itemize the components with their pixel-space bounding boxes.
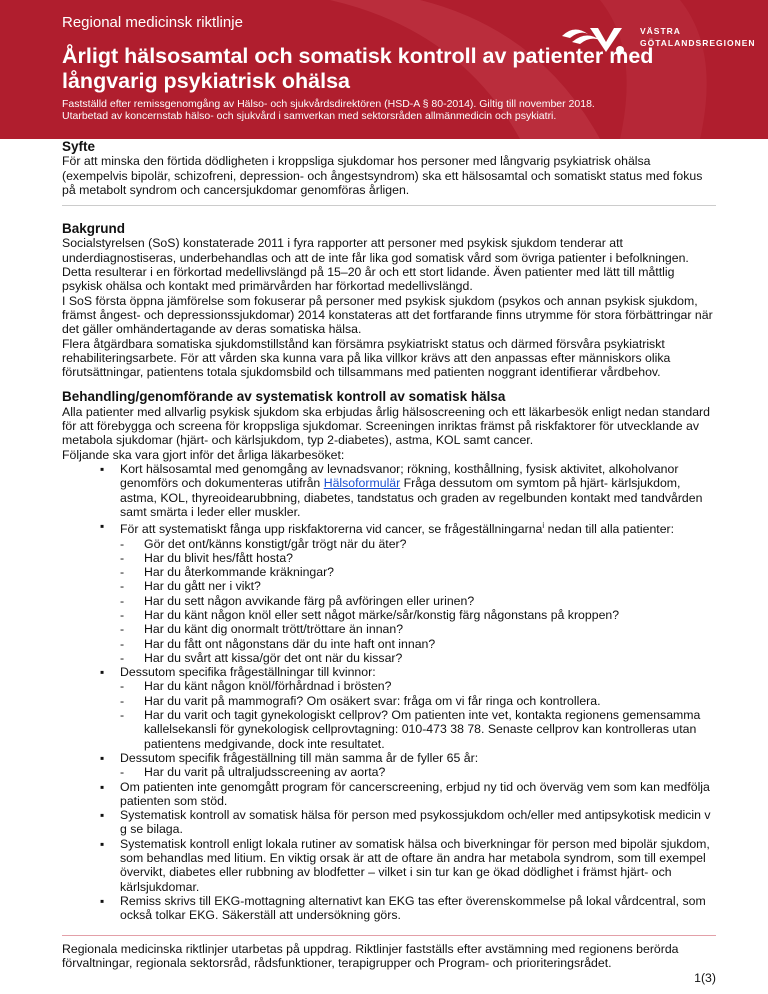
question-item: - Gör det ont/känns konstigt/går trögt när du äter? xyxy=(120,537,716,551)
list-item: ▪ Systematisk kontroll enligt lokala rutiner av somatisk hälsa och biverkningar för person med bipolär sjukdom, som behandlas med litium. En viktig orsak är att de oftare än andra har metabola syndrom, som till exempel övervikt, diabetes eller rubbning av blodfetter – vilket i sin tur kan ge ökad dödlighet i främst hjärt- och kärlsjukdomar. xyxy=(100,837,716,894)
question-item: - Har du sett någon avvikande färg på avföringen eller urinen? xyxy=(120,594,716,608)
section-heading-syfte: Syfte xyxy=(62,139,96,154)
syfte-text: För att minska den förtida dödligheten i kroppsliga sjukdomar hos personer med långvarig psykiatrisk ohälsa (exempelvis bipolär, schizofreni, depression- och ångestsyndrom) ska ett hälsosamtal och somatiskt status med fokus på metabolt syndrom och cancersjukdomar genomföras årligen. xyxy=(62,154,703,197)
document-footer xyxy=(62,935,716,985)
document-meta xyxy=(62,98,742,122)
list-item: ▪ Systematisk kontroll av somatisk hälsa för person med psykossjukdom och/eller med antipsykotisk medicin v g se bilaga. xyxy=(100,808,716,837)
document-header xyxy=(0,0,768,139)
document-title: Årligt hälsosamtal och somatisk kontroll av patienter med långvarig psykiatrisk ohälsa xyxy=(62,44,654,93)
list-item: ▪ Remiss skrivs till EKG-mottagning alternativt kan EKG tas efter överenskommelse på lokal vårdcentral, som också tolkar EKG. Säkerställ att undersökning görs. xyxy=(100,894,716,923)
bullet-text: nedan till alla patienter: xyxy=(544,522,675,537)
list-item: ▪ Om patienten inte genomgått program för cancerscreening, erbjud ny tid och överväg vem som kan medfölja patienten som stöd. xyxy=(100,780,716,809)
page-number: 1(3) xyxy=(694,970,716,985)
question-item: - Har du fått ont någonstans där du inte haft ont innan? xyxy=(120,637,716,651)
section-heading-behandling: Behandling/genomförande av systematisk kontroll av somatisk hälsa xyxy=(62,389,506,405)
halsoformular-link[interactable]: Hälsoformulär xyxy=(323,476,401,491)
list-item xyxy=(100,751,716,780)
bakgrund-paragraph-3: Flera åtgärdbara somatiska sjukdomstillstånd kan försämra psykiatriskt status och därmed försvåra psykiatriskt rehabiliteringsarbete. För att vården ska kunna vara på lika villkor krävs att den anpassas efter människors olika förutsättningar, patientens totala sjukdomsbild och tillsammans med patienten noggrant identifierar vårdbehov. xyxy=(62,336,671,380)
bakgrund-paragraph-1: Socialstyrelsen (SoS) konstaterade 2011 i fyra rapporter att personer med psykisk sjukdom tenderar att underdiagnostiseras, underbehandlas och att de inte får lika god somatisk vård som övriga patienter i befolkningen. Detta resulterar i en förkortad medellivslängd på 15–20 år och ett stort lidande. Även patienter med lätt till måttlig psykisk ohälsa och kontakt med primärvården har förkortad medellivslängd. xyxy=(62,236,689,294)
question-item: - Har du känt någon knöl eller sett något märke/sår/konstig färg någonstans på kroppen? xyxy=(120,608,716,622)
logo-text-line2: GÖTALANDSREGIONEN xyxy=(640,38,756,48)
bullet-text: Dessutom specifika frågeställningar till kvinnor: xyxy=(120,665,376,680)
behandling-bullet-list xyxy=(62,462,716,923)
footer-text: Regionala medicinska riktlinjer utarbetas på uppdrag. Riktlinjer fastställs efter avstämning med regionens berörda förvaltningar, regionala sektorsråd, rådsfunktioner, terapigrupper och Program- och prioriteringsrådet. xyxy=(62,942,679,971)
list-item xyxy=(100,519,716,665)
behandling-intro: Alla patienter med allvarlig psykisk sjukdom ska erbjudas årlig hälsoscreening och ett läkarbesök enligt nedan standard för att förebygga och screena för kroppsliga sjukdomar. Screeningen inriktas främst på riskfaktorer för utvecklande av metabola sjukdomar (hjärt- och kärlsjukdom, typ 2-diabetes), astma, KOL samt cancer. xyxy=(62,404,710,448)
question-item: - Har du varit på mammografi? Om osäkert svar: fråga om vi får ringa och kontrollera. xyxy=(120,694,716,708)
list-item xyxy=(100,462,716,519)
logo-text-line1: VÄSTRA xyxy=(640,26,681,36)
question-item: - Har du svårt att kissa/gör det ont när du kissar? xyxy=(120,651,716,665)
women-question-list xyxy=(120,679,716,750)
behandling-intro-2: Följande ska vara gjort inför det årliga läkarbesöket: xyxy=(62,447,345,462)
document-body xyxy=(62,140,716,923)
meta-line-1: Fastställd efter remissgenomgång av Hälso- och sjukvårdsdirektören (HSD-A § 80-2014). Giltig till november 2018. xyxy=(62,98,595,110)
question-item: - Har du känt någon knöl/förhårdnad i brösten? xyxy=(120,679,716,693)
section-divider xyxy=(62,205,716,206)
footer-divider xyxy=(62,935,716,936)
list-item xyxy=(100,665,716,751)
question-item: - Har du återkommande kräkningar? xyxy=(120,565,716,579)
bullet-text: Kort hälsosamtal med genomgång av levnadsvanor; rökning, kosthållning, fysisk aktivitet, alkoholvanor genomförs och dokumenteras utifrån xyxy=(120,461,679,491)
document-kicker: Regional medicinsk riktlinje xyxy=(62,14,243,31)
question-item: - Har du varit och tagit gynekologiskt cellprov? Om patienten inte vet, kontakta regionens gemensamma kallelsekansli för gynekologisk cellprovtagning: 010-473 38 78. Senaste cellprov kan kontrolleras utan patientens medgivande, dock inte resultatet. xyxy=(120,708,716,751)
bakgrund-paragraph-2: I SoS första öppna jämförelse som fokuserar på personer med psykisk sjukdom (psykos och annan psykisk sjukdom, främst ångest- och depressionssjukdomar) 2014 konstateras att det fortfarande finns utrymme för stora förbättringar när det gäller omhändertagande av deras somatiska hälsa. xyxy=(62,293,713,337)
bullet-text: För att systematiskt fånga upp riskfaktorerna vid cancer, se frågeställningarna xyxy=(120,522,543,537)
question-item: - Har du varit på ultraljudsscreening av aorta? xyxy=(120,765,716,779)
question-item: - Har du känt dig onormalt trött/tröttare än innan? xyxy=(120,622,716,636)
footnote-marker[interactable]: i xyxy=(542,521,545,531)
question-item: - Har du blivit hes/fått hosta? xyxy=(120,551,716,565)
men-question-list xyxy=(120,765,716,779)
meta-line-2: Utarbetad av koncernstab hälso- och sjukvård i samverkan med sektorsråden allmänmedicin och psykiatri. xyxy=(62,110,557,122)
bullet-text: Dessutom specifik frågeställning till män samma år de fyller 65 år: xyxy=(120,750,479,765)
section-heading-bakgrund: Bakgrund xyxy=(62,221,126,237)
question-item: - Har du gått ner i vikt? xyxy=(120,579,716,593)
bullet-text: Fråga dessutom om symtom på hjärt- kärlsjukdom, astma, KOL, thyreoidearubbning, diabetes, tandstatus och graden av regelbunden kontakt med tandvården samt smärta i leder eller muskler. xyxy=(120,476,703,519)
cancer-question-list xyxy=(120,537,716,666)
